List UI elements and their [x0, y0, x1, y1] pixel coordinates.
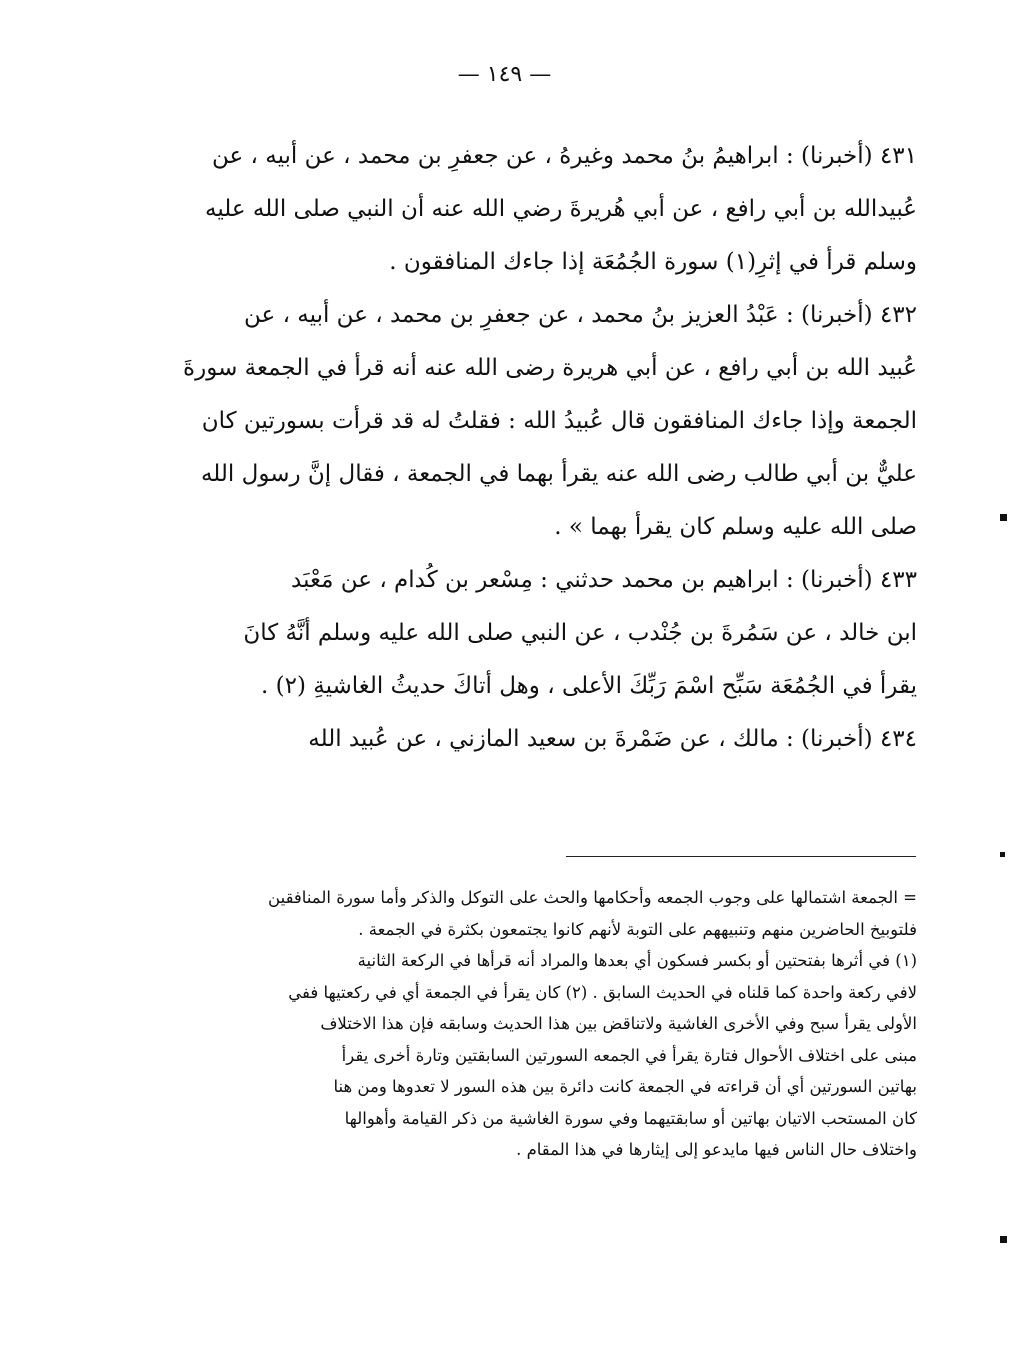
- footnote-line: مبنى على اختلاف الأحوال فتارة يقرأ في الجمعه السورتين السابقتين وتارة أخرى يقرأ: [341, 1045, 917, 1065]
- scan-mark: [1000, 1236, 1007, 1243]
- footnotes: [185, 882, 917, 1166]
- body-line: ٤٣١ (أخبرنا) : ابراهيمُ بنُ محمد وغيرهُ ، عن جعفرِ بن محمد ، عن أبيه ، عن: [211, 143, 917, 169]
- footnote-line: لافي ركعة واحدة كما قلناه في الحديث السابق . (٢) كان يقرأ في الجمعة أي في ركعتيها ففي: [288, 982, 917, 1002]
- body-line: وسلم قرأ في إثرِ(١) سورة الجُمُعَة إذا جاءك المنافقون .: [389, 249, 917, 275]
- body-line: يقرأ في الجُمُعَة سَبِّح اسْمَ رَبِّكَ الأعلى ، وهل أتاكَ حديثُ الغاشيةِ (٢) .: [260, 673, 917, 699]
- scan-mark: [1000, 852, 1005, 857]
- footnote-line: (١) في أثرها بفتحتين أو بكسر فسكون أي بعدها والمراد أنه قرأها في الركعة الثانية: [357, 951, 917, 970]
- body-line: الجمعة وإذا جاءك المنافقون قال عُبيدُ الله : فقلتُ له قد قرأت بسورتين كان: [201, 408, 917, 434]
- body-line: صلى الله عليه وسلم كان يقرأ بهما » .: [554, 514, 917, 540]
- hadith-body: [182, 130, 917, 766]
- scan-mark: [1000, 514, 1007, 521]
- footnote-line: فلتوبيخ الحاضرين منهم وتنبيههم على التوبة لأنهم كانوا يجتمعون بكثرة في الجمعة .: [358, 919, 917, 939]
- footnote-line: واختلاف حال الناس فيها مايدعو إلى إيثارها في هذا المقام .: [516, 1140, 917, 1159]
- footnote-divider: [566, 856, 916, 857]
- body-line: عُبيد الله بن أبي رافع ، عن أبي هريرة رضى الله عنه أنه قرأ في الجمعة سورةَ: [183, 355, 917, 381]
- footnote-line: كان المستحب الاتيان بهاتين أو سابقتيهما وفي سورة الغاشية من ذكر القيامة وأهوالها: [344, 1108, 917, 1128]
- body-line: ابن خالد ، عن سَمُرةَ بن جُنْدب ، عن النبي صلى الله عليه وسلم أنَّهُ كانَ: [243, 620, 917, 646]
- body-line: ٤٣٣ (أخبرنا) : ابراهيم بن محمد حدثني : مِسْعر بن كُدام ، عن مَعْبَد: [291, 567, 917, 593]
- body-line: عُبيدالله بن أبي رافع ، عن أبي هُريرةَ رضي الله عنه أن النبي صلى الله عليه: [204, 196, 917, 222]
- body-line: ٤٣٢ (أخبرنا) : عَبْدُ العزيز بنُ محمد ، عن جعفرِ بن محمد ، عن أبيه ، عن: [244, 302, 917, 328]
- body-line: ٤٣٤ (أخبرنا) : مالك ، عن ضَمْرةَ بن سعيد المازني ، عن عُبيد الله: [308, 726, 917, 752]
- footnote-line: = الجمعة اشتمالها على وجوب الجمعه وأحكامها والحث على التوكل والذكر وأما سورة المنافقين: [268, 888, 917, 907]
- footnote-line: بهاتين السورتين أي أن قراءته في الجمعة كانت دائرة بين هذه السور لا تعدوها ومن هنا: [333, 1077, 917, 1096]
- footnote-line: الأولى يقرأ سبح وفي الأخرى الغاشية ولاتناقض بين هذا الحديث وسابقه فإن هذا الاختلاف: [320, 1014, 917, 1033]
- body-line: عليٌّ بن أبي طالب رضى الله عنه يقرأ بهما في الجمعة ، فقال إنَّ رسول الله: [200, 461, 917, 487]
- page-number: — ١٤٩ —: [457, 62, 552, 87]
